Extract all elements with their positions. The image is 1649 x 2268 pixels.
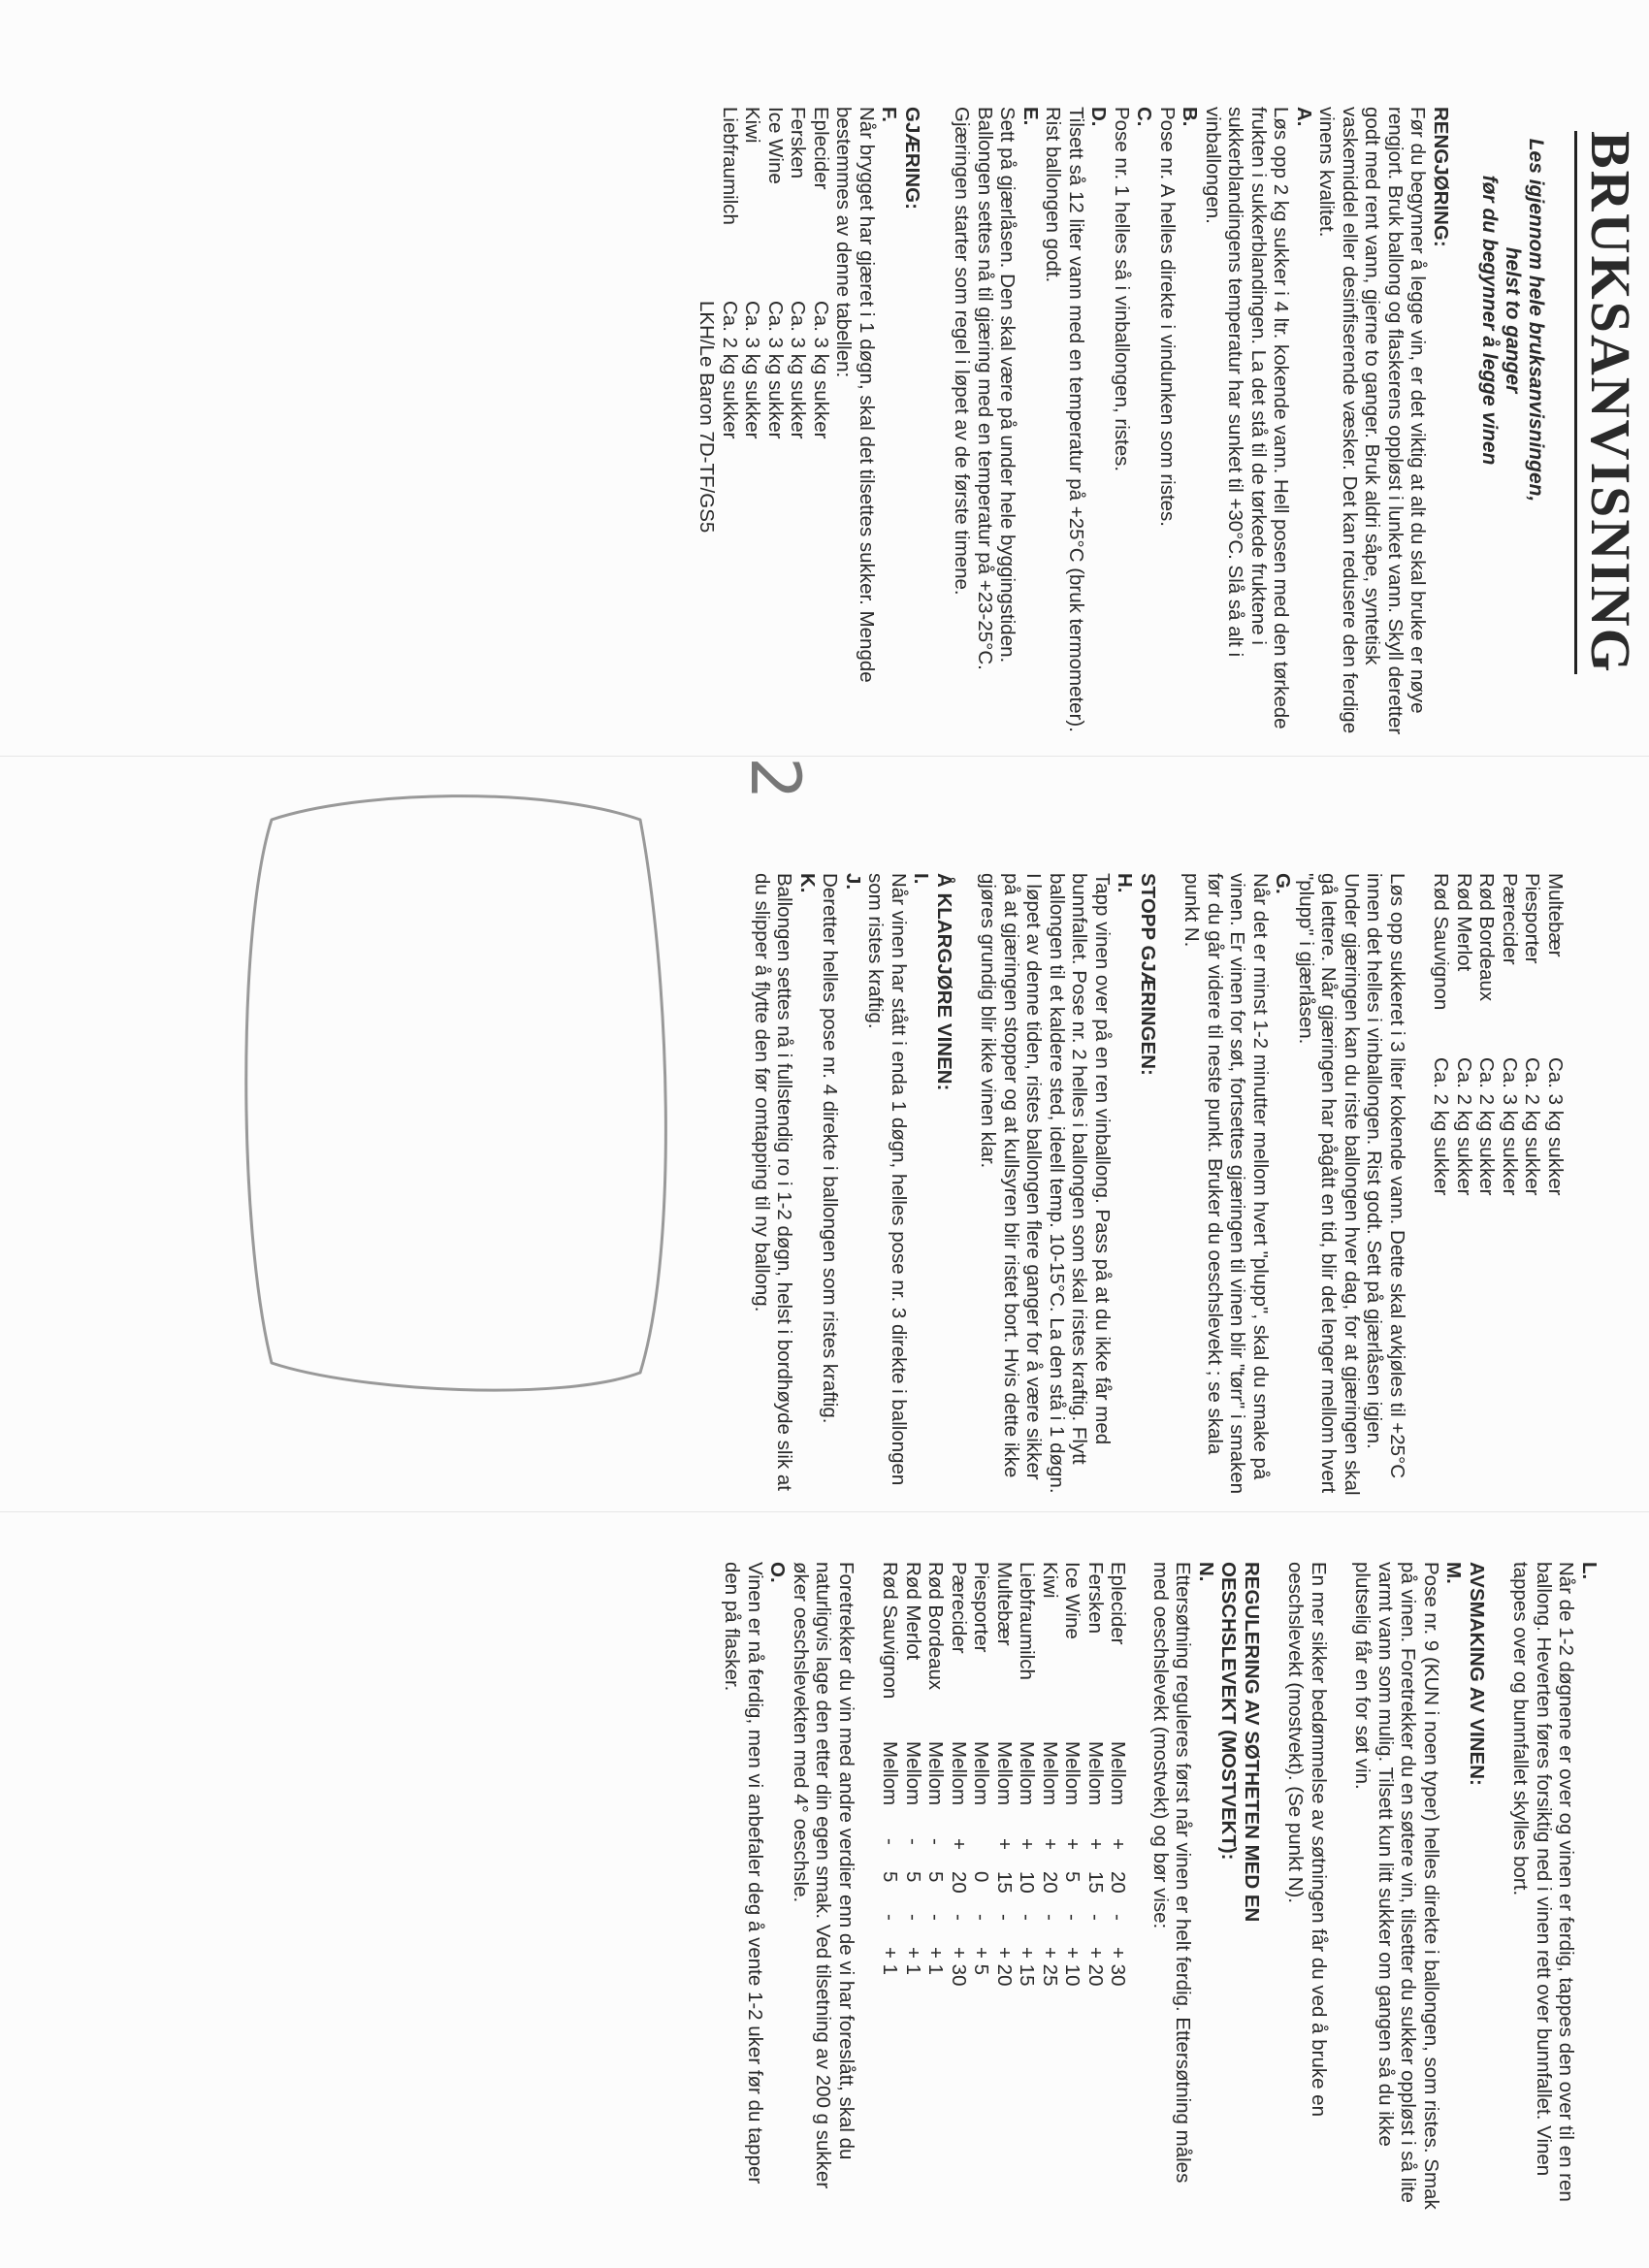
regulering-heading: REGULERING AV SØTHETEN MED EN OESCHSLEVEKT (MOSTVEKT):: [1217, 1562, 1263, 1923]
table-row: Ice Wine Ca. 3 kg sukker: [764, 107, 787, 439]
section-n-text: Ettersøtning reguleres først når vinen er helt ferdig. Ettersøtning måles med oeschslevekt (mostvekt) og bør vise:: [1149, 1562, 1195, 2184]
section-j-letter: J.: [842, 873, 864, 891]
table-row: Multebær Ca. 3 kg sukker: [1544, 873, 1567, 1196]
gjaering-heading: GJÆRING:: [901, 107, 923, 210]
table-row: Rød Merlot Mellom - 5 - + 1: [902, 1562, 924, 1976]
section-b-text: Pose nr. A helles direkte i vindunken som ristes.: [1156, 107, 1179, 528]
section-n-text2: Foretrekker du vin med andre verdier enn de vi har foreslått, skal du naturligvis lage den etter din egen smak. Ved tilsetning av 200 g sukker øker oeschslevekten med 4° oeschsle.: [790, 1562, 857, 2189]
middle-intro-text: Løs opp sukkeret i 3 liter kokende vann. Dette skal avkjøles til +25°C innen det helles i vinballongen. Rist godt. Sett på gjærlåsen igjen. Under gjæringen kan du riste ballongen hver dag, for at gjæringen skal gå lettere. Når gjæringen har pågått en tid, blir det lenger mellom hvert "plupp" i gjærlåsen.: [1295, 873, 1408, 1496]
column-right: [0, 1562, 1649, 2221]
section-d-letter: D.: [1087, 107, 1111, 127]
section-e-letter: E.: [1019, 107, 1042, 126]
section-h-letter: H.: [1114, 873, 1137, 893]
table-row: Kiwi Mellom + 20 - + 25: [1039, 1562, 1061, 1987]
table-row: Rød Sauvignon Ca. 2 kg sukker: [1430, 873, 1453, 1196]
section-m-text: Pose nr. 9 (KUN i noen typer) helles direkte i ballongen, som ristes. Smak på vinen. Foretrekker du en søtere vin, tilsetter du sukker oppløst i så lite varmt vann som mulig. Tilsett kun litt sukker om gangen så du ikke plutselig får en for søt vin.: [1351, 1562, 1442, 2210]
table-row: Eplecider Mellom + 20 - + 30: [1107, 1562, 1130, 1987]
klargjore-heading: Å KLARGJØRE VINEN:: [933, 873, 955, 1091]
section-m-letter: M.: [1442, 1562, 1466, 1584]
rengjoring-text: Før du begynner å legge vin, er det viktig at alt du skal bruke er nøye rengjort. Bruk ballong og flaskerens oppløst i lunket vann. Skyll deretter godt med rent vann, gjerne to ganger. Bruk aldri såpe, syntetisk vaskemiddel eller desinfiserende væsker. Det kan redusere den ferdige vinens kvalitet.: [1315, 107, 1430, 735]
table-row: Kiwi Ca. 3 kg sukker: [741, 107, 764, 439]
column-left-content: [0, 107, 1649, 766]
table-row: Fersken Ca. 3 kg sukker: [787, 107, 810, 439]
document-footer: LKH/Le Baron 7D-TF/GS5: [695, 301, 719, 534]
table-row: Pærecider Ca. 3 kg sukker: [1499, 873, 1521, 1196]
sugar-table-1: [719, 107, 833, 438]
section-j-text: Deretter helles pose nr. 4 direkte i ballongen som ristes kraftig.: [819, 873, 842, 1424]
table-row: Liebfraumilch Ca. 2 kg sukker: [719, 107, 741, 439]
section-o-letter: O.: [766, 1562, 790, 1583]
sugar-table-2: [1430, 873, 1567, 1195]
intro-line: helst to ganger: [1502, 246, 1524, 394]
section-a-text: Løs opp 2 kg sukker i 4 ltr. kokende vann. Hell posen med den tørkede frukten i sukkerblandingen. La det stå til de tørkede fruktene i sukkerblandingens temperatur har sunket til +30°C. Slå så alt i vinballongen.: [1202, 107, 1293, 729]
column-middle: [0, 873, 1649, 1504]
table-row: Piesporter Mellom 0 - + 5: [970, 1562, 993, 1976]
oeschsle-table: [879, 1562, 1130, 1986]
section-e-text: Sett på gjærlåsen. Den skal være på under hele byggingstiden. Ballongen settes nå til gjæring med en temperatur på +23-25°C. Gjæringen starter som regel i løpet av de første timene.: [951, 107, 1019, 670]
section-f-letter: F.: [878, 107, 901, 122]
table-row: Ice Wine Mellom + 5 - + 10: [1061, 1562, 1084, 1987]
intro: [1477, 107, 1547, 534]
section-m-text2: En mer sikker bedømmelse av søtningen får du ved å bruke en oeschslevekt (mostvekt). (Se punkt N).: [1284, 1562, 1330, 2117]
section-l-text: Når de 1-2 døgnene er over og vinen er ferdig, tappes den over til en ren ballong. Heverten føres forsiktig ned i vinen rett over bunnfallet. Vinen tappes over og bunnfallet skylles bort.: [1509, 1562, 1578, 2202]
table-row: Piesporter Ca. 2 kg sukker: [1521, 873, 1544, 1196]
section-c-text: Pose nr. 1 helles så i vinballongen, ristes.: [1111, 107, 1133, 472]
table-row: Eplecider Ca. 3 kg sukker: [810, 107, 832, 439]
section-i-text: Når vinen har stått i enda 1 døgn, helles pose nr. 3 direkte i ballongen som ristes kraftig.: [864, 873, 910, 1486]
section-n-letter: N.: [1195, 1562, 1217, 1582]
section-d-text: Tilsett så 12 liter vann med en temperatur på +25°C (bruk termometer). Rist ballongen godt.: [1042, 107, 1087, 732]
section-g-text: Når det er minst 1-2 minutter mellom hvert "plupp", skal du smake på vinen. Er vinen for søt, fortsettes gjæringen til vinen blir "tørr" i smaken før du går videre til neste punkt. Bruker du oeschslevekt ; se skala punkt N.: [1180, 873, 1272, 1495]
section-f-text: Når brygget har gjæret i 1 døgn, skal det tilsettes sukker. Mengde bestemmes av denne tabellen:: [832, 107, 878, 683]
section-h-text: Tapp vinen over på en ren vinballong. Pass på at du ikke får med bunnfallet. Pose nr. 2 helles i ballongen som skal ristes kraftig. Flytt ballongen til et kaldere sted, ideell temp. 10-15°C. La den stå i 1 døgn. I løpet av denne tiden, ristes ballongen flere ganger for å være sikker på at gjæringen stopper og at kullsyren blir ristet bort. Hvis dette ikke gjøres grundig blir ikke vinen klar.: [977, 873, 1114, 1494]
section-i-letter: I.: [910, 873, 933, 885]
rengjoring-heading: RENGJØRING:: [1430, 107, 1452, 247]
section-b-letter: B.: [1179, 107, 1202, 127]
table-row: Liebfraumilch Mellom + 10 - + 15: [1016, 1562, 1039, 1987]
section-l-letter: L.: [1578, 1562, 1600, 1580]
intro-line: før du begynner å legge vinen: [1478, 175, 1501, 466]
section-a-letter: A.: [1293, 107, 1315, 127]
table-row: Fersken Mellom + 15 - + 20: [1084, 1562, 1107, 1987]
stopp-heading: STOPP GJÆRINGEN:: [1137, 873, 1159, 1076]
document-title: BRUKSANVISNING: [1574, 131, 1641, 674]
table-row: Pærecider Mellom + 20 - + 30: [948, 1562, 970, 1987]
table-row: Rød Bordeaux Mellom - 5 - + 1: [924, 1562, 948, 1976]
table-row: Rød Merlot Ca. 2 kg sukker: [1453, 873, 1475, 1196]
section-k-text: Ballongen settes nå i fullstendig ro i 1-2 døgn, helst i bordhøyde slik at du slipper å flytte den før omtapping til ny ballong.: [751, 873, 796, 1491]
table-row: Rød Bordeaux Ca. 2 kg sukker: [1475, 873, 1499, 1196]
section-c-letter: C.: [1133, 107, 1156, 127]
section-k-letter: K.: [796, 873, 819, 893]
section-o-text: Vinen er nå ferdig, men vi anbefaler deg å vente 1-2 uker før du tapper den på flasker.: [721, 1562, 766, 2185]
table-row: Rød Sauvignon Mellom - 5 - + 1: [879, 1562, 902, 1976]
table-row: Multebær Mellom + 15 - + 20: [993, 1562, 1016, 1987]
intro-line: Les igjennom hele bruksanvisningen,: [1525, 138, 1547, 502]
handwritten-note: 2: [735, 757, 815, 800]
avsmaking-heading: AVSMAKING AV VINEN:: [1466, 1562, 1488, 1786]
fold-line: [0, 1511, 1649, 1512]
section-g-letter: G.: [1272, 873, 1295, 894]
